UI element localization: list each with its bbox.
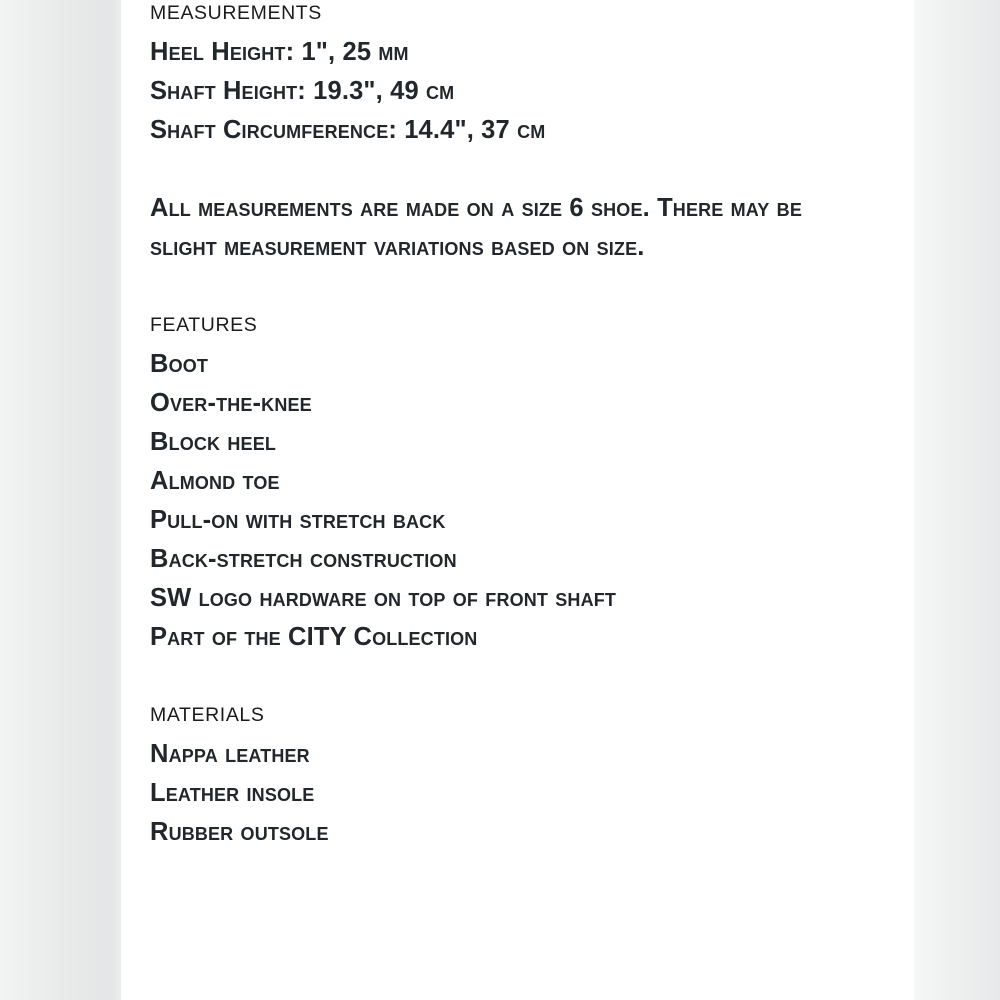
section-materials [150,696,906,852]
measurement-shaft-height: Shaft Height: 19.3", 49 cm [150,77,455,105]
feature-item: Pull-on with stretch back [150,506,446,534]
feature-item: Part of the CITY Collection [150,623,478,651]
measurement-heel-height: Heel Height: 1", 25 mm [150,38,409,66]
feature-item: Over-the-knee [150,389,312,417]
measurements-note: All measurements are made on a size 6 shoe. There may be slight measurement variations based on size. [150,194,802,261]
feature-item: Back-stretch construction [150,545,457,573]
measurement-shaft-circumference: Shaft Circumference: 14.4", 37 cm [150,116,546,144]
feature-item: SW logo hardware on top of front shaft [150,584,617,612]
content-card [121,0,914,1000]
details-content [150,0,906,852]
section-header-measurements: MEASUREMENTS [150,2,322,24]
left-gutter [0,0,121,1000]
feature-item: Almond toe [150,467,280,495]
section-features [150,306,906,657]
section-measurements [150,0,906,267]
section-header-materials: MATERIALS [150,704,265,726]
right-gutter [914,0,1000,1000]
feature-item: Boot [150,350,209,378]
material-item: Nappa leather [150,740,310,768]
feature-item: Block heel [150,428,276,456]
section-header-features: FEATURES [150,314,258,336]
material-item: Leather insole [150,779,315,807]
material-item: Rubber outsole [150,818,329,846]
